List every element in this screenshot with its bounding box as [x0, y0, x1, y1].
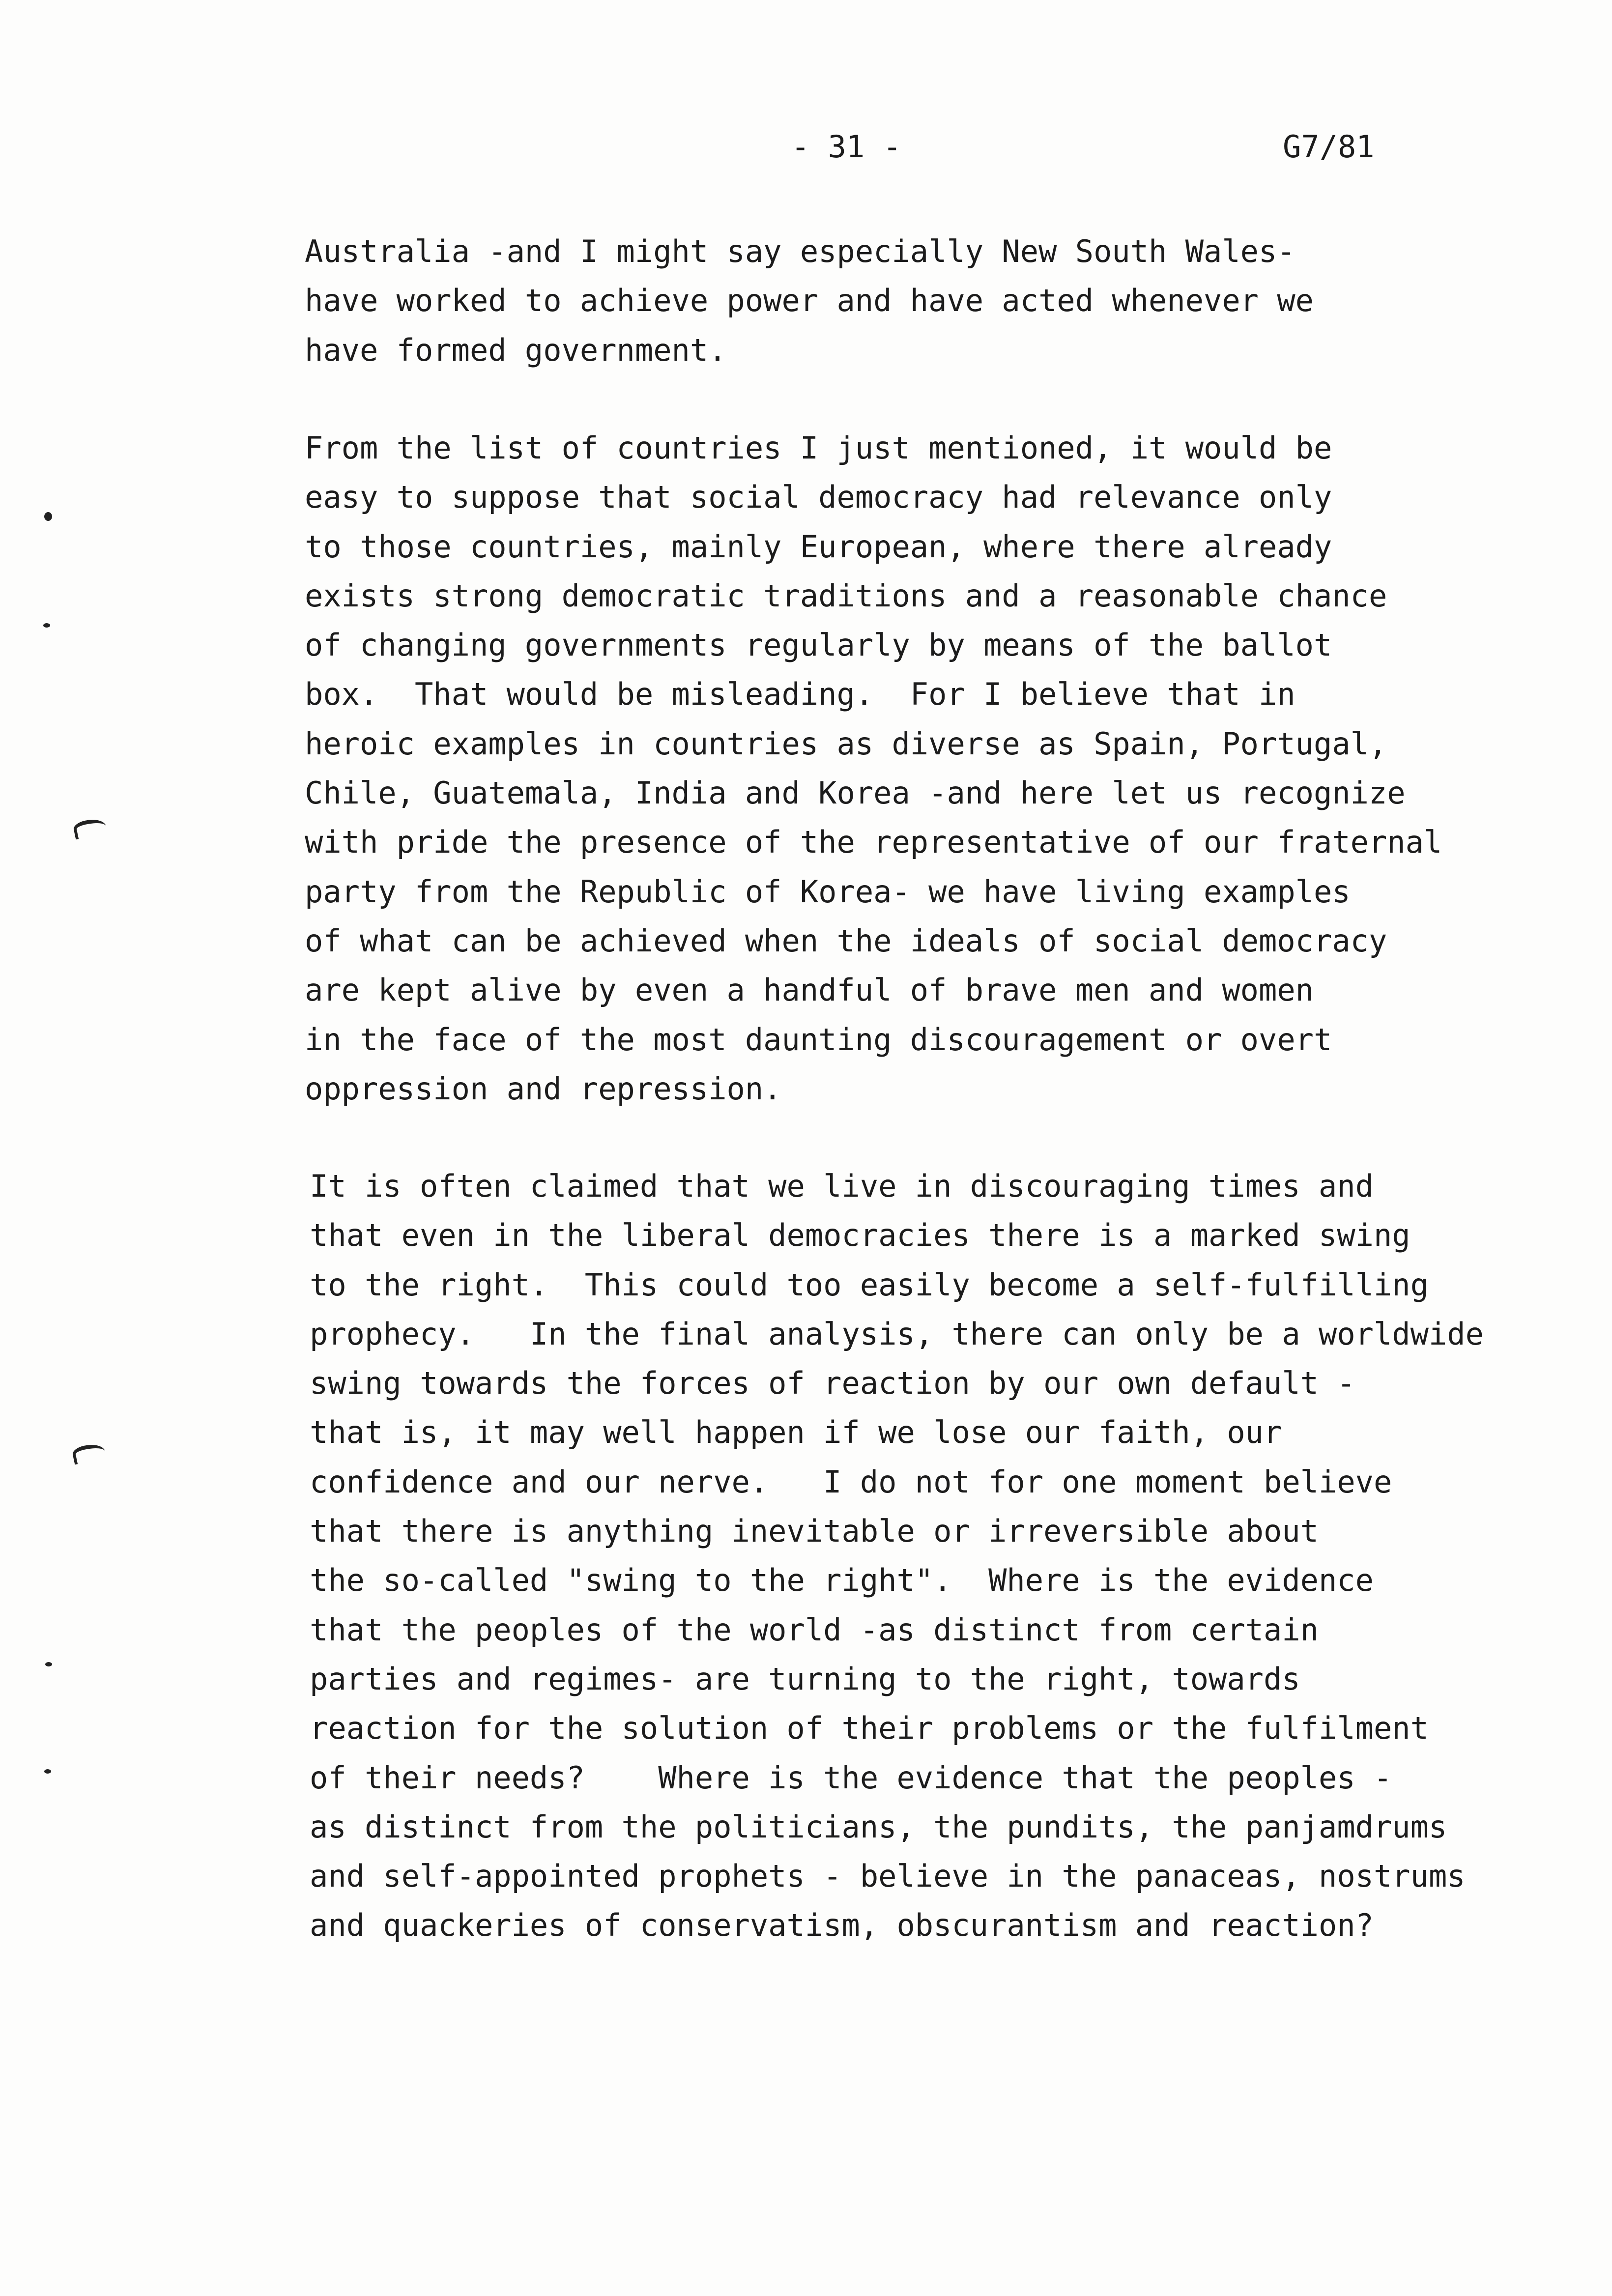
text-line: From the list of countries I just mentioned, it would be	[305, 430, 1332, 466]
text-line: and quackeries of conservatism, obscurantism and reaction?	[310, 1907, 1374, 1944]
text-line: box. That would be misleading. For I believe that in	[305, 676, 1295, 713]
text-line: swing towards the forces of reaction by our own default -	[310, 1365, 1355, 1402]
text-line: prophecy. In the final analysis, there can only be a worldwide	[310, 1316, 1484, 1352]
text-line: have formed government.	[305, 332, 727, 368]
scan-mark	[43, 623, 50, 628]
text-line: in the face of the most daunting discouragement or overt	[305, 1021, 1332, 1058]
text-line: party from the Republic of Korea- we have living examples	[305, 873, 1351, 910]
text-line: heroic examples in countries as diverse as Spain, Portugal,	[305, 725, 1387, 762]
document-reference: G7/81	[1283, 129, 1375, 165]
text-line: parties and regimes- are turning to the right, towards	[310, 1661, 1300, 1697]
text-line: reaction for the solution of their problems or the fulfilment	[310, 1710, 1429, 1747]
paragraph-1	[305, 227, 1583, 375]
text-line: to those countries, mainly European, where there already	[305, 528, 1332, 565]
scan-mark	[71, 1442, 107, 1465]
scan-mark	[44, 1769, 51, 1774]
text-line: to the right. This could too easily become a self-fulfilling	[310, 1266, 1429, 1303]
paragraph-3	[310, 1162, 1587, 1951]
text-line: Chile, Guatemala, India and Korea -and here let us recognize	[305, 775, 1406, 811]
text-line: of what can be achieved when the ideals of social democracy	[305, 922, 1387, 959]
text-line: Australia -and I might say especially New South Wales-	[305, 233, 1295, 269]
text-line: that is, it may well happen if we lose our faith, our	[310, 1414, 1282, 1451]
text-line: that even in the liberal democracies there is a marked swing	[310, 1217, 1410, 1254]
text-line: as distinct from the politicians, the pundits, the panjamdrums	[310, 1808, 1447, 1845]
text-line: are kept alive by even a handful of brave men and women	[305, 972, 1314, 1008]
scan-mark	[72, 817, 108, 840]
scan-mark	[44, 512, 52, 521]
text-line: have worked to achieve power and have acted whenever we	[305, 283, 1314, 319]
text-line: and self-appointed prophets - believe in the panaceas, nostrums	[310, 1858, 1466, 1894]
text-line: easy to suppose that social democracy had relevance only	[305, 479, 1332, 516]
paragraph-2	[305, 424, 1583, 1114]
page-number: - 31 -	[791, 129, 901, 165]
text-line: confidence and our nerve. I do not for one moment believe	[310, 1464, 1392, 1500]
text-line: It is often claimed that we live in discouraging times and	[310, 1168, 1374, 1204]
text-line: that the peoples of the world -as distinct from certain	[310, 1611, 1319, 1648]
text-line: the so-called "swing to the right". Where is the evidence	[310, 1562, 1374, 1599]
scan-mark	[45, 1662, 52, 1666]
text-line: that there is anything inevitable or irreversible about	[310, 1513, 1319, 1550]
text-line: exists strong democratic traditions and a reasonable chance	[305, 577, 1387, 614]
text-line: of changing governments regularly by means of the ballot	[305, 627, 1332, 663]
text-line: oppression and repression.	[305, 1070, 782, 1107]
text-line: with pride the presence of the representative of our fraternal	[305, 824, 1442, 861]
text-line: of their needs? Where is the evidence that the peoples -	[310, 1759, 1392, 1796]
